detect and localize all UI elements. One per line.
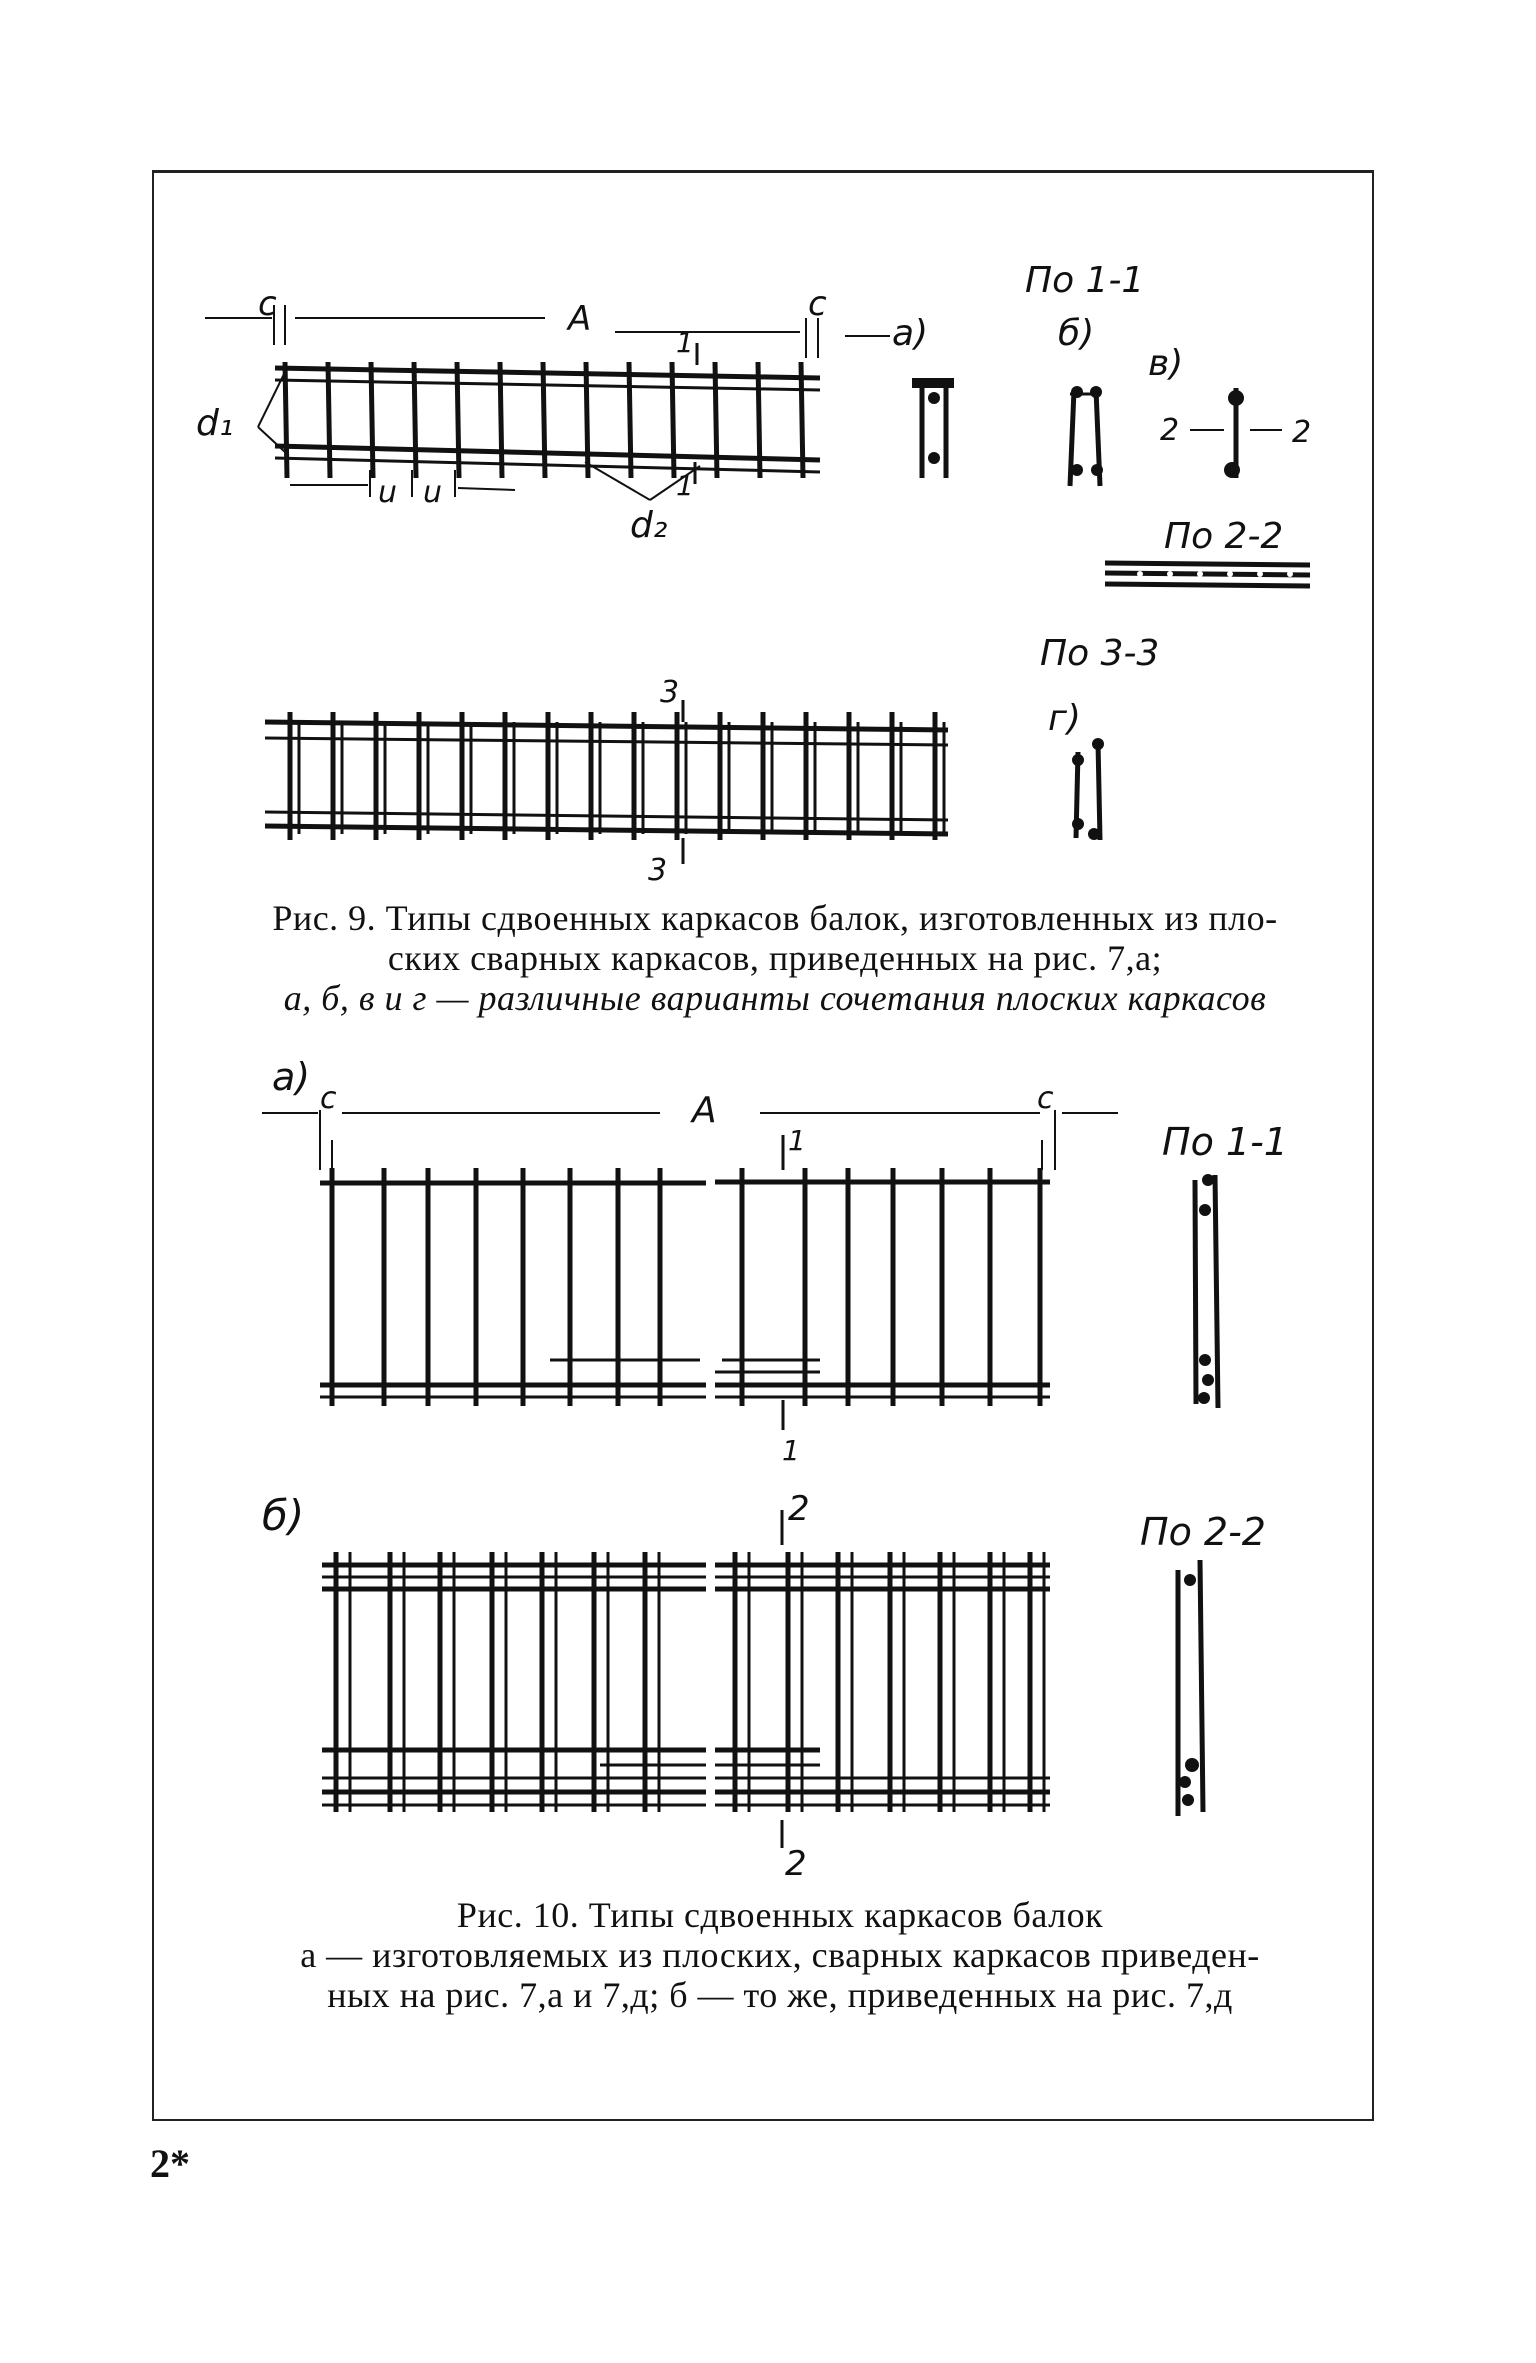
fig10-po11: По 1-1	[1162, 1120, 1288, 1164]
fig9-22-weld	[1197, 571, 1203, 577]
fig9-caption-line1: Рис. 9. Типы сдвоенных каркасов балок, изготовленных из пло-	[272, 898, 1278, 938]
page-number: 2*	[150, 2141, 190, 2186]
fig9-d2: d₂	[630, 505, 668, 546]
fig10-c-right: c	[1037, 1081, 1054, 1116]
fig9-cross-bar	[758, 362, 760, 478]
fig9-sec2-left: 2	[1160, 413, 1180, 448]
fig10-sec2-bot: 2	[785, 1844, 807, 1884]
fig9-d1: d₁	[196, 403, 234, 444]
fig10a-frame	[320, 1168, 1050, 1406]
fig9-cross-bar	[500, 362, 502, 478]
fig10-dim-A: A	[692, 1090, 717, 1131]
fig9-caption	[200, 898, 1350, 1018]
fig9-c-right: c	[808, 284, 827, 324]
fig9-sec2-right: 2	[1292, 415, 1312, 450]
fig9-po22: По 2-2	[1164, 516, 1284, 557]
fig10-po22: По 2-2	[1140, 1510, 1266, 1554]
fig9-cross-bar	[285, 362, 287, 478]
fig9-label-a: a)	[892, 313, 929, 354]
fig9-cross-bar	[801, 362, 803, 478]
fig9-caption-line3: а, б, в и г — различные варианты сочетания плоских каркасов	[283, 978, 1267, 1018]
fig10-label-b: б)	[262, 1491, 305, 1540]
fig10-sec1-top: 1	[788, 1124, 806, 1157]
fig9-frame-a	[205, 305, 890, 500]
fig10-caption-line2: а — изготовляемых из плоских, сварных каркасов приведен-	[300, 1935, 1260, 1975]
fig9-u1: u	[378, 475, 398, 510]
fig10-sec2-top: 2	[788, 1489, 810, 1529]
fig9-sec1-top: 1	[676, 326, 694, 359]
fig9-label-b: б)	[1058, 313, 1095, 354]
fig9-cross-bar	[328, 362, 330, 478]
fig9-22-weld	[1167, 571, 1173, 577]
fig9-sec3-top: 3	[660, 675, 680, 710]
fig9-cross-bar	[715, 362, 717, 478]
fig10-c-left: c	[320, 1081, 337, 1116]
fig9-po33: По 3-3	[1040, 633, 1160, 674]
fig9-label-v: в)	[1148, 343, 1184, 384]
fig10-caption-line1: Рис. 10. Типы сдвоенных каркасов балок	[456, 1895, 1104, 1935]
fig9-po11: По 1-1	[1025, 260, 1145, 301]
fig9-section-g	[1072, 738, 1104, 840]
fig10-caption-line3: ных на рис. 7,а и 7,д; б — то же, приведенных на рис. 7,д	[327, 1975, 1233, 2015]
fig9-cross-bar	[586, 362, 588, 478]
fig9-22-weld	[1287, 571, 1293, 577]
fig9-cross-bar	[457, 362, 459, 478]
fig10-label-a: а)	[272, 1055, 311, 1099]
fig9-cross-bar	[371, 362, 373, 478]
fig9-label-g: г)	[1048, 698, 1081, 739]
fig9-cross-bar	[414, 362, 416, 478]
fig9-c-left: c	[258, 284, 277, 324]
fig9-dim-A: A	[568, 299, 592, 339]
fig9-section-v	[1190, 388, 1282, 478]
fig9-section-b	[1070, 386, 1103, 486]
fig10b-frame	[322, 1510, 1050, 1848]
fig10-section-11	[1195, 1174, 1218, 1408]
fig10-section-22	[1178, 1560, 1203, 1816]
fig9-section-a	[912, 378, 954, 478]
fig9-22-weld	[1257, 571, 1263, 577]
fig9-cross-bar	[629, 362, 631, 478]
fig10-sec1-bot: 1	[782, 1434, 800, 1467]
fig9-cross-bar	[672, 362, 674, 478]
fig9-section-22	[1105, 563, 1310, 586]
fig9-u2: u	[423, 475, 443, 510]
fig9-22-weld	[1137, 571, 1143, 577]
fig9-sec3-bot: 3	[648, 853, 668, 888]
fig9-frame-g	[265, 700, 948, 864]
fig9-caption-line2: ских сварных каркасов, приведенных на рис. 7,а;	[387, 938, 1163, 978]
fig9-sec1-bot: 1	[676, 469, 694, 502]
fig10-caption	[215, 1895, 1345, 2015]
fig9-cross-bar	[543, 362, 545, 478]
fig9-22-weld	[1227, 571, 1233, 577]
